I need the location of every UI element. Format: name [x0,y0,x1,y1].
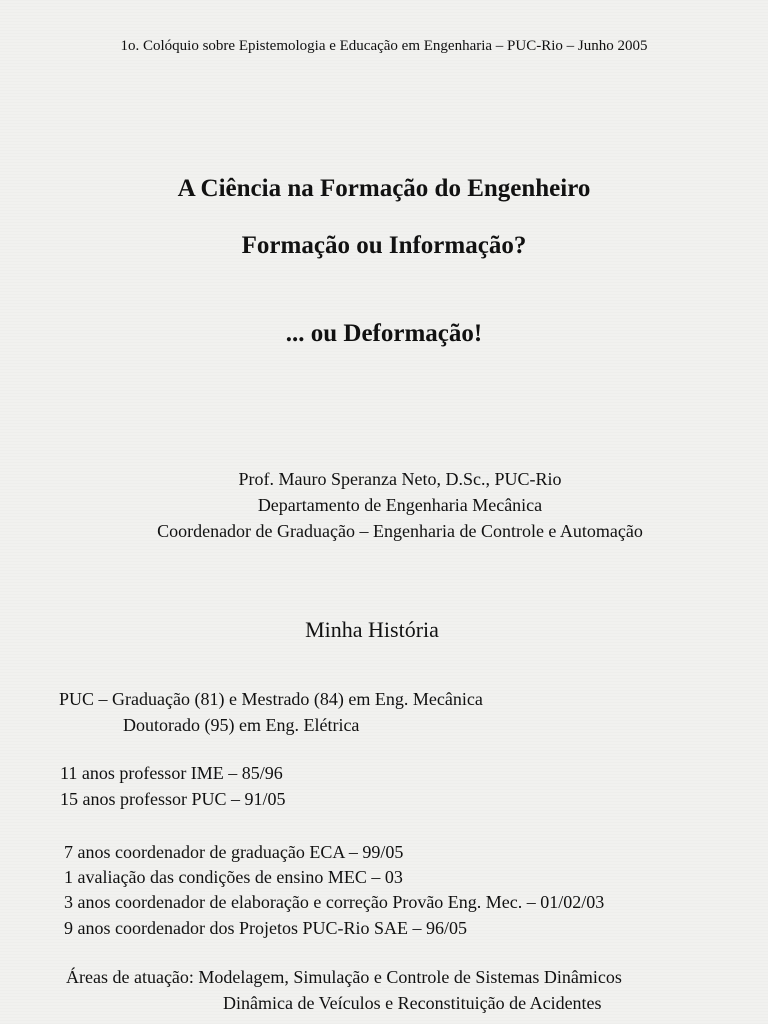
history-role-line: 9 anos coordenador dos Projetos PUC-Rio SAE – 96/05 [64,918,467,938]
document-subtitle-tagline: ... ou Deformação! [285,320,483,347]
section-heading-history: Minha História [305,617,439,642]
history-areas-line: Dinâmica de Veículos e Reconstituição de Acidentes [223,993,602,1013]
history-teaching-line: 11 anos professor IME – 85/96 [60,763,283,783]
author-department: Departamento de Engenharia Mecânica [257,495,543,515]
history-role-line: 1 avaliação das condições de ensino MEC – 03 [64,867,403,887]
history-teaching-line: 15 anos professor PUC – 91/05 [60,789,286,809]
author-name: Prof. Mauro Speranza Neto, D.Sc., PUC-Rio [238,469,562,489]
history-education-line: PUC – Graduação (81) e Mestrado (84) em Eng. Mecânica [59,689,483,709]
history-education-line: Doutorado (95) em Eng. Elétrica [123,715,360,735]
history-role-line: 7 anos coordenador de graduação ECA – 99/05 [64,842,404,862]
document-subtitle: Formação ou Informação? [241,232,527,259]
document-title: A Ciência na Formação do Engenheiro [177,175,591,202]
history-role-line: 3 anos coordenador de elaboração e correção Provão Eng. Mec. – 01/02/03 [64,892,605,912]
author-role: Coordenador de Graduação – Engenharia de Controle e Automação [157,521,643,541]
conference-header: 1o. Colóquio sobre Epistemologia e Educação em Engenharia – PUC-Rio – Junho 2005 [120,38,648,54]
history-areas-line: Áreas de atuação: Modelagem, Simulação e Controle de Sistemas Dinâmicos [66,967,622,987]
